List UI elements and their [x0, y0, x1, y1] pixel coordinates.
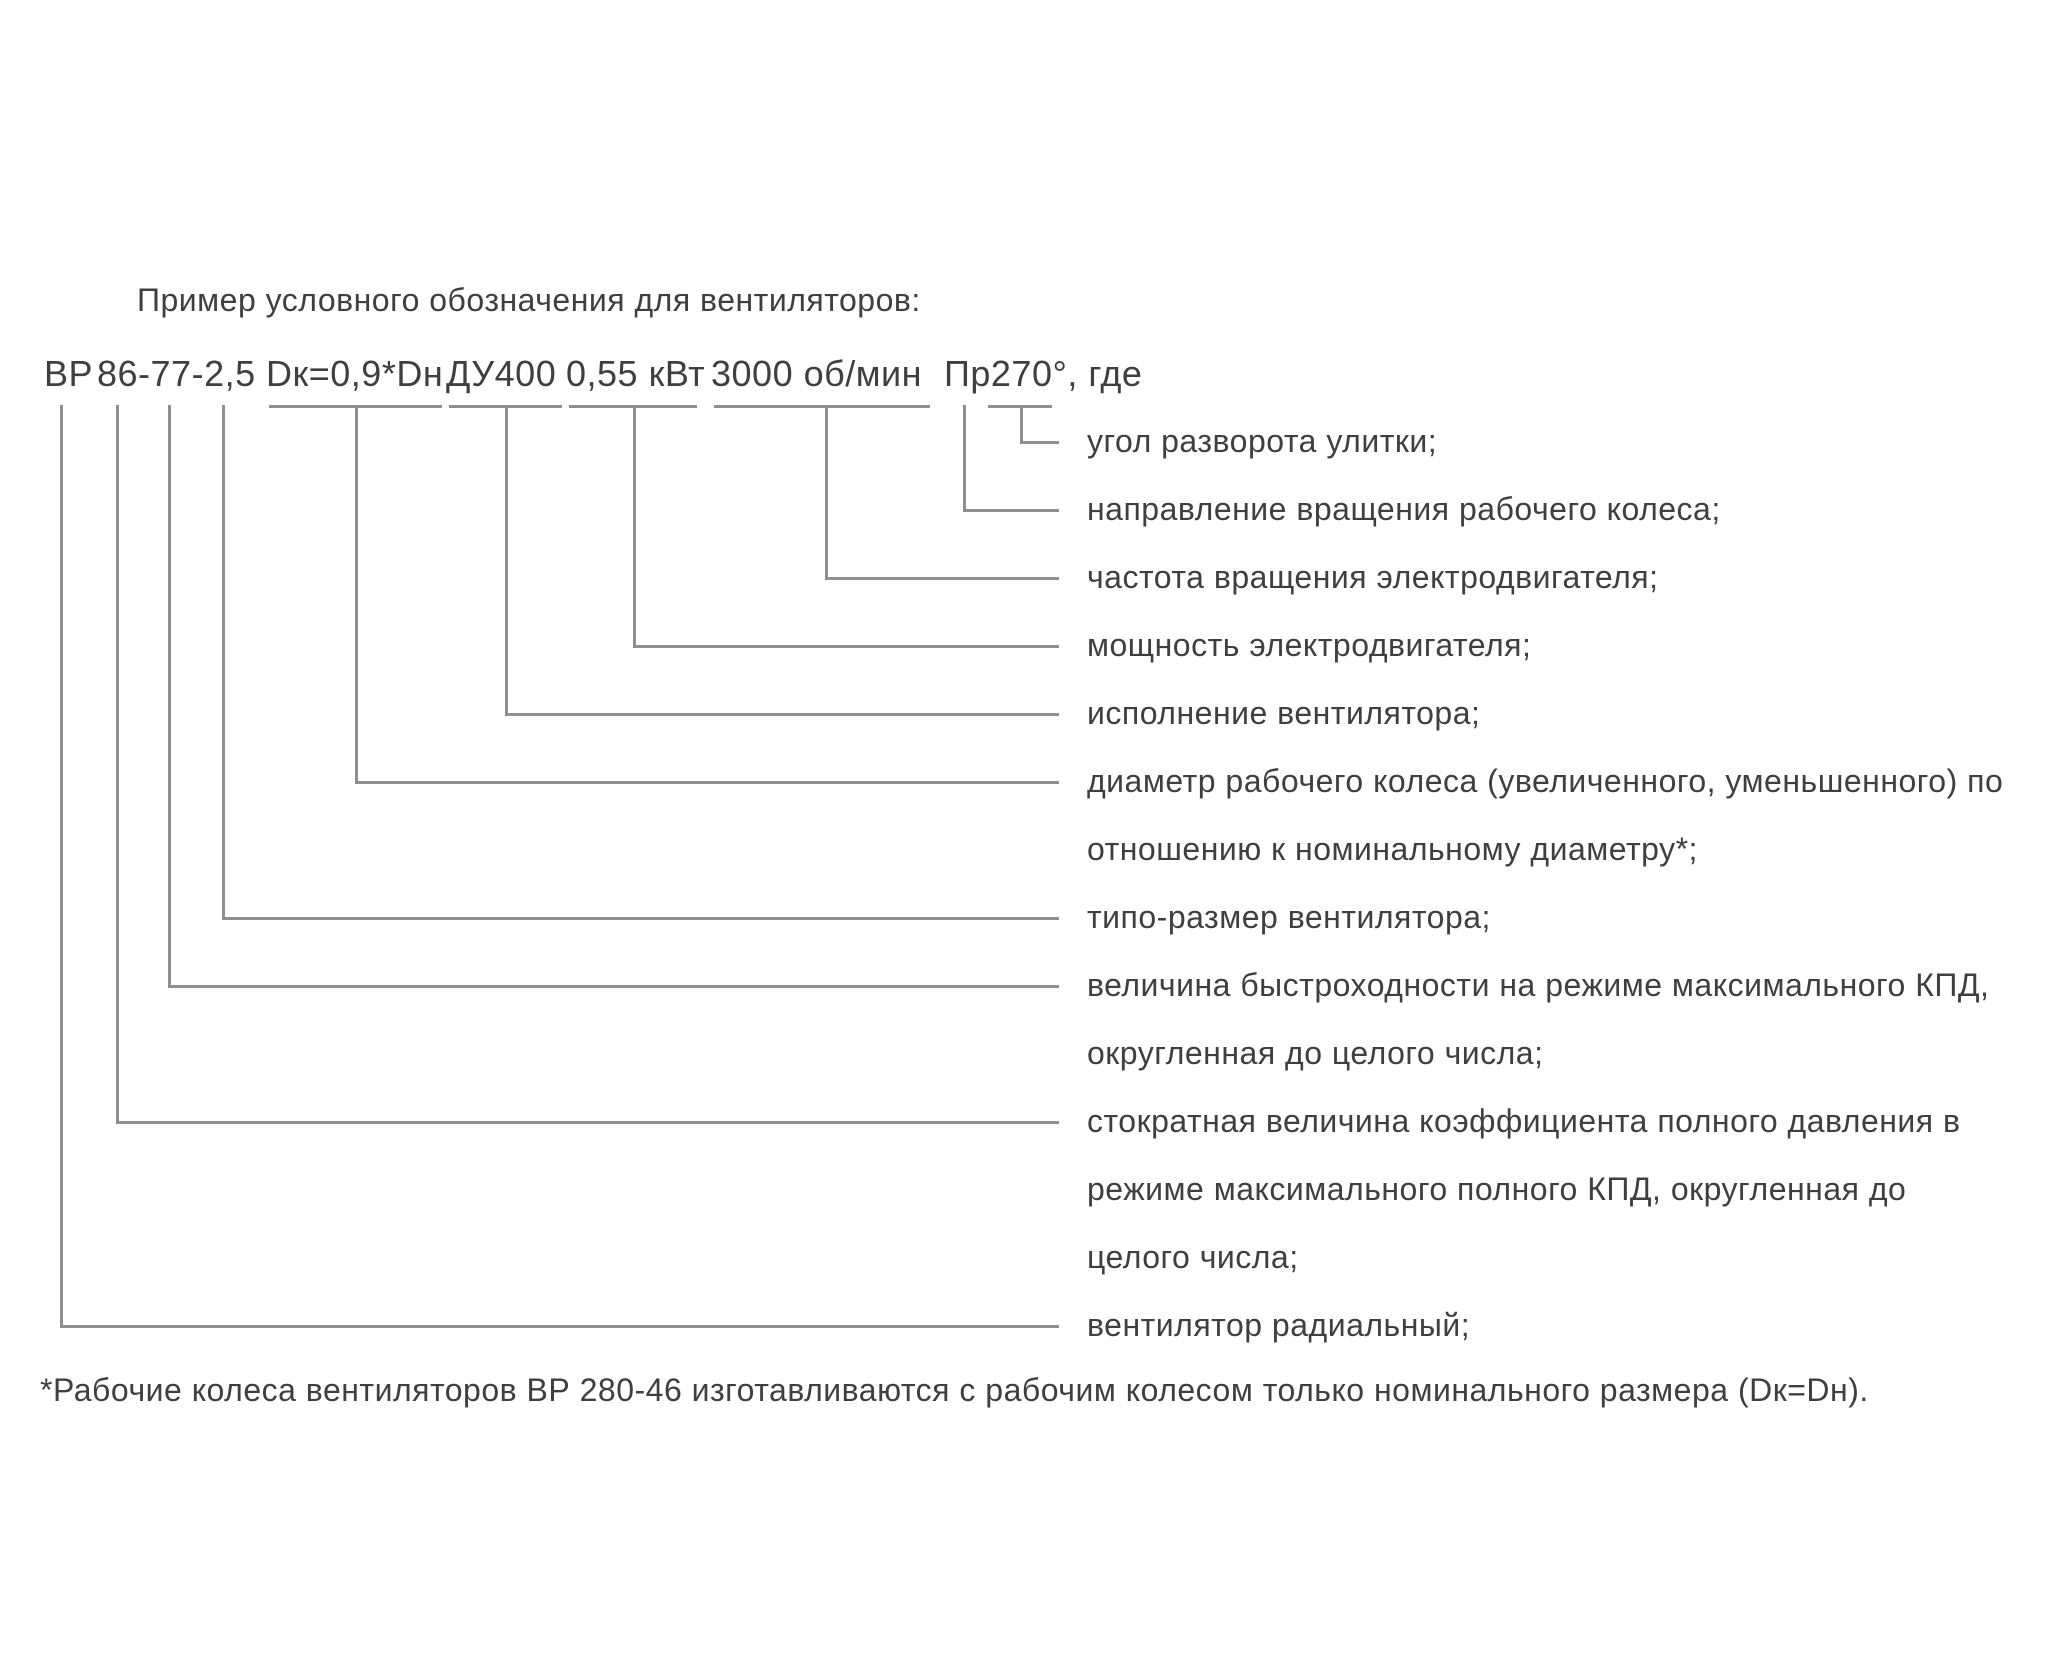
- callout-drop-rpm: [825, 405, 828, 580]
- callout-hline-86: [116, 1121, 1059, 1124]
- callout-vline-pr: [963, 405, 966, 512]
- designation-segment-vr: ВР: [44, 353, 94, 394]
- callout-drop-dk: [355, 405, 358, 784]
- callout-hline-vr: [60, 1325, 1059, 1328]
- callout-label-direction: направление вращения рабочего колеса;: [1087, 491, 1721, 527]
- callout-label-86-line3: целого числа;: [1087, 1239, 1299, 1275]
- designation-segment-power: 0,55 кВт: [566, 353, 706, 394]
- callout-label-angle: угол разворота улитки;: [1087, 423, 1438, 459]
- designation-segment-size: 86-77-2,5: [97, 353, 256, 394]
- callout-hline-size: [222, 917, 1059, 920]
- callout-underline-rpm: [714, 405, 930, 408]
- designation-line: [0, 354, 2048, 398]
- callout-vline-86: [116, 405, 119, 1124]
- callout-label-du: исполнение вентилятора;: [1087, 695, 1481, 731]
- designation-segment-du: ДУ400: [446, 353, 557, 394]
- callout-hline-angle: [1020, 441, 1059, 444]
- callout-drop-du: [505, 405, 508, 716]
- callout-hline-du: [505, 713, 1059, 716]
- callout-label-power: мощность электродвигателя;: [1087, 627, 1532, 663]
- callout-label-dk-line1: диаметр рабочего колеса (увеличенного, уменьшенного) по: [1087, 763, 2004, 799]
- designation-segment-dk: Dк=0,9*Dн: [266, 353, 444, 394]
- callout-label-vr: вентилятор радиальный;: [1087, 1307, 1471, 1343]
- callout-label-dk-line2: отношению к номинальному диаметру*;: [1087, 831, 1698, 867]
- callout-hline-77: [168, 985, 1059, 988]
- callout-label-86-line2: режиме максимального полного КПД, округленная до: [1087, 1171, 1907, 1207]
- callout-drop-power: [633, 405, 636, 648]
- callout-label-77-line1: величина быстроходности на режиме максимального КПД,: [1087, 967, 1990, 1003]
- callout-vline-vr: [60, 405, 63, 1328]
- callout-hline-power: [633, 645, 1059, 648]
- callout-hline-rpm: [825, 577, 1059, 580]
- designation-segment-pr270: Пр270°, где: [944, 353, 1143, 394]
- callout-hline-dk: [355, 781, 1059, 784]
- callout-drop-270: [1020, 405, 1023, 444]
- designation-segment-rpm: 3000 об/мин: [711, 353, 922, 394]
- page-title: Пример условного обозначения для вентиляторов:: [137, 282, 921, 318]
- callout-hline-direction: [963, 509, 1059, 512]
- callout-label-size: типо-размер вентилятора;: [1087, 899, 1491, 935]
- callout-label-rpm: частота вращения электродвигателя;: [1087, 559, 1659, 595]
- callout-vline-25: [222, 405, 225, 920]
- callout-vline-77: [168, 405, 171, 988]
- callout-label-77-line2: округленная до целого числа;: [1087, 1035, 1544, 1071]
- footnote: *Рабочие колеса вентиляторов ВР 280-46 изготавливаются с рабочим колесом только номинального размера (Dк=Dн).: [40, 1372, 1869, 1408]
- callout-label-86-line1: стократная величина коэффициента полного давления в: [1087, 1103, 1961, 1139]
